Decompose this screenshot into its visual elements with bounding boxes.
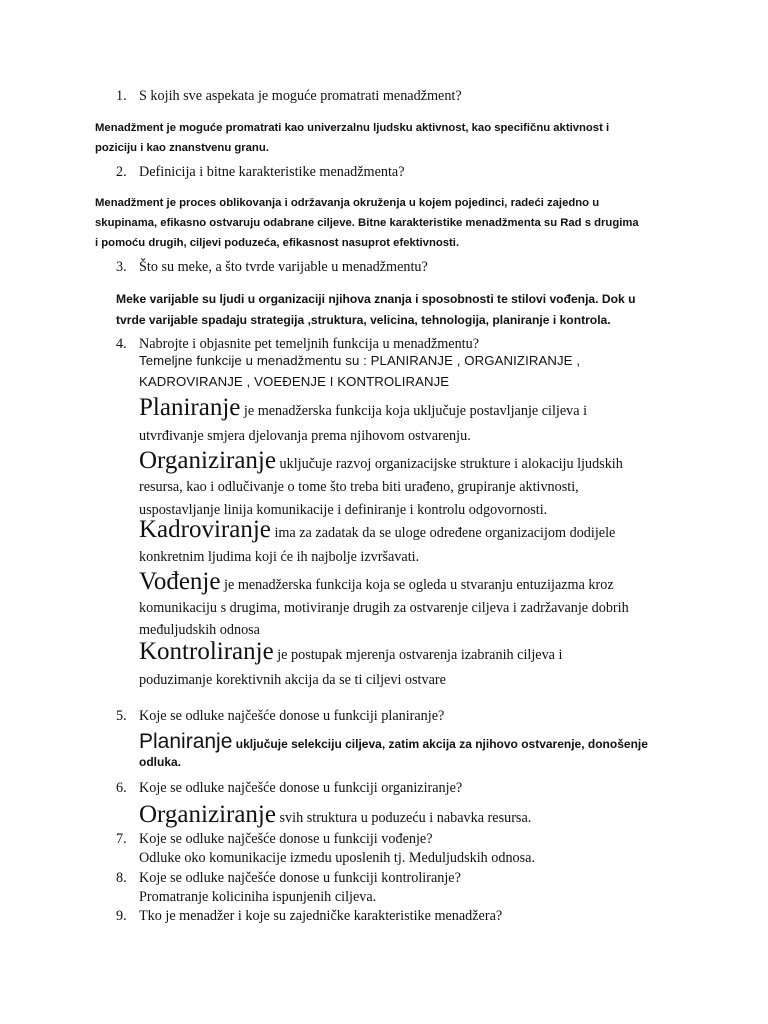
function-text: uspostavljanje linija komunikacije i definiranje i kontrolu odgovornosti. <box>139 502 548 518</box>
function-kontroliranje <box>139 637 679 693</box>
question-number: 5. <box>116 708 127 724</box>
answer-line: Menadžment je proces oblikovanja i održavanja okruženja u kojem pojedinci, radeći zajedno u <box>95 197 600 209</box>
answer-line: Menadžment je moguće promatrati kao univerzalnu ljudsku aktivnost, kao specifičnu aktivnost i <box>95 122 610 134</box>
function-term: Kadroviranje <box>139 516 271 543</box>
answer-4-intro-line: Temeljne funkcije u menadžmentu su : PLANIRANJE , ORGANIZIRANJE , <box>139 353 581 368</box>
answer-text: svih struktura u poduzeću i nabavka resursa. <box>275 810 532 826</box>
answer-2 <box>95 193 665 253</box>
answer-text: uključuje selekciju ciljeva, zatim akcija za njihovo ostvarenje, donošenje <box>232 737 648 751</box>
question-text: S kojih sve aspekata je moguće promatrati menadžment? <box>139 88 462 104</box>
answer-1 <box>95 118 665 158</box>
function-term: Planiranje <box>139 394 241 421</box>
function-text: je menadžerska funkcija koja uključuje postavljanje ciljeva i <box>240 403 588 419</box>
function-text: resursa, kao i odlučivanje o tome što treba biti urađeno, grupiranje aktivnosti, <box>139 479 579 495</box>
function-text: utvrđivanje smjera djelovanja prema njihovom ostvarenju. <box>139 428 471 444</box>
answer-text: odluka. <box>139 755 182 769</box>
answer-6 <box>139 800 679 832</box>
question-number: 7. <box>116 831 127 847</box>
answer-line: i pomoću drugih, ciljevi poduzeća, efikasnost nasuprot efektivnosti. <box>95 237 460 249</box>
answer-3 <box>116 289 676 331</box>
answer-line: Meke varijable su ljudi u organizaciji njihova znanja i sposobnosti te stilovi vođenja. Dok u <box>116 292 636 306</box>
question-text: Što su meke, a što tvrde varijable u menadžmentu? <box>139 259 428 275</box>
question-text: Definicija i bitne karakteristike menadžmenta? <box>139 164 405 180</box>
question-9 <box>116 907 502 925</box>
question-number: 6. <box>116 780 127 796</box>
answer-line: poziciju i kao znanstvenu granu. <box>95 142 269 154</box>
question-text: Koje se odluke najčešće donose u funkciji kontroliranje? <box>139 870 461 886</box>
question-text: Koje se odluke najčešće donose u funkciji vođenje? <box>139 831 433 847</box>
question-number: 3. <box>116 259 127 275</box>
question-4 <box>116 335 479 353</box>
function-text: poduzimanje korektivnih akcija da se ti ciljevi ostvare <box>139 672 446 688</box>
answer-line: skupinama, efikasno ostvaruju odabrane ciljeve. Bitne karakteristike menadžmenta su Rad s drugima <box>95 217 639 229</box>
function-vodenje <box>139 567 679 641</box>
function-text: uključuje razvoj organizacijske strukture i alokaciju ljudskih <box>275 456 623 472</box>
function-term: Organiziranje <box>139 447 276 474</box>
question-text: Koje se odluke najčešće donose u funkciji planiranje? <box>139 708 445 724</box>
question-number: 2. <box>116 164 127 180</box>
question-8 <box>116 869 461 887</box>
question-number: 8. <box>116 870 127 886</box>
function-text: međuljudskih odnosa <box>139 622 260 638</box>
question-1 <box>116 87 462 105</box>
question-7 <box>116 830 433 848</box>
answer-4-intro-line: KADROVIRANJE , VOEĐENJE I KONTROLIRANJE <box>139 374 450 389</box>
function-text: komunikaciju s drugima, motiviranje drugih za ostvarenje ciljeva i zadržavanje dobrih <box>139 600 629 616</box>
answer-5 <box>139 729 679 770</box>
function-term: Kontroliranje <box>139 638 274 665</box>
function-text: je postupak mjerenja ostvarenja izabranih ciljeva i <box>273 647 563 663</box>
question-3 <box>116 258 428 276</box>
function-text: je menadžerska funkcija koja se ogleda u stvaranju entuzijazma kroz <box>220 577 614 593</box>
answer-7: Odluke oko komunikacije izmedu uposlenih tj. Meduljudskih odnosa. <box>139 850 536 866</box>
answer-8: Promatranje koliciniha ispunjenih ciljeva. <box>139 889 377 905</box>
question-text: Nabrojte i objasnite pet temeljnih funkcija u menadžmentu? <box>139 336 479 352</box>
question-number: 4. <box>116 336 127 352</box>
function-text: ima za zadatak da se uloge određene organizacijom dodijele <box>270 525 616 541</box>
question-6 <box>116 779 462 797</box>
answer-term: Organiziranje <box>139 801 276 828</box>
question-5 <box>116 707 444 725</box>
function-kadroviranje <box>139 515 679 569</box>
question-text: Koje se odluke najčešće donose u funkciji organiziranje? <box>139 780 463 796</box>
answer-term: Planiranje <box>139 730 233 753</box>
function-planiranje <box>139 393 679 448</box>
question-text: Tko je menadžer i koje su zajedničke karakteristike menadžera? <box>139 908 503 924</box>
function-text: konkretnim ljudima koji će ih najbolje izvršavati. <box>139 549 420 565</box>
function-organiziranje <box>139 446 679 522</box>
function-term: Vođenje <box>139 568 221 595</box>
question-number: 1. <box>116 88 127 104</box>
question-number: 9. <box>116 908 127 924</box>
answer-line: tvrde varijable spadaju strategija ,struktura, velicina, tehnologija, planiranje i kontrola. <box>116 313 611 327</box>
question-2 <box>116 163 405 181</box>
